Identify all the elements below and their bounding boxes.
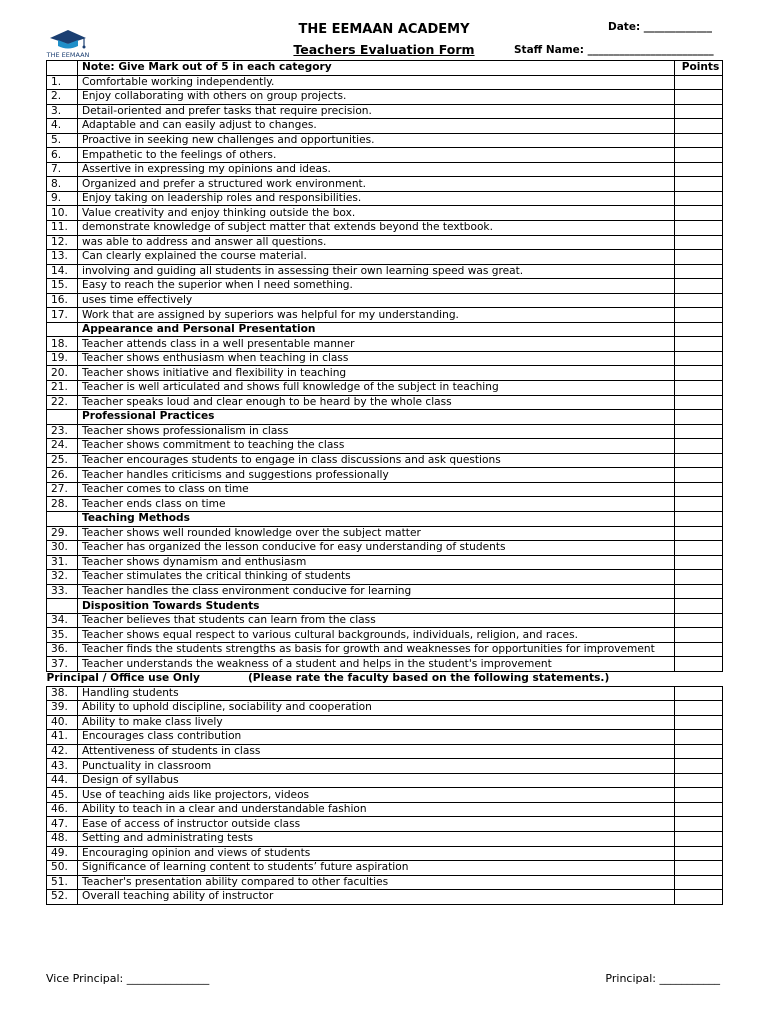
points-cell[interactable] <box>675 788 723 803</box>
table-row <box>47 730 723 745</box>
table-row <box>47 482 723 497</box>
item-number: 9. <box>47 191 78 206</box>
points-cell[interactable] <box>675 730 723 745</box>
item-number: 42. <box>47 744 78 759</box>
item-number: 26. <box>47 468 78 483</box>
item-number: 40. <box>47 715 78 730</box>
item-number: 35. <box>47 628 78 643</box>
item-statement: Teacher has organized the lesson conducive for easy understanding of students <box>78 541 675 556</box>
item-statement: Comfortable working independently. <box>78 75 675 90</box>
table-row <box>47 831 723 846</box>
section-title: Appearance and Personal Presentation <box>78 322 675 337</box>
points-cell[interactable] <box>675 875 723 890</box>
table-row <box>47 584 723 599</box>
table-row <box>47 90 723 105</box>
item-number: 30. <box>47 541 78 556</box>
points-cell[interactable] <box>675 381 723 396</box>
item-statement: Organized and prefer a structured work environment. <box>78 177 675 192</box>
points-cell[interactable] <box>675 250 723 265</box>
item-statement: Assertive in expressing my opinions and ideas. <box>78 162 675 177</box>
points-cell[interactable] <box>675 526 723 541</box>
points-cell[interactable] <box>675 366 723 381</box>
item-statement: Significance of learning content to students’ future aspiration <box>78 861 675 876</box>
item-statement: Design of syllabus <box>78 773 675 788</box>
item-statement: Empathetic to the feelings of others. <box>78 148 675 163</box>
table-row <box>47 686 723 701</box>
table-row <box>47 75 723 90</box>
table-row <box>47 613 723 628</box>
item-number: 31. <box>47 555 78 570</box>
table-row <box>47 570 723 585</box>
item-statement: Adaptable and can easily adjust to changes. <box>78 119 675 134</box>
principal-section-row <box>47 671 723 686</box>
item-statement: Proactive in seeking new challenges and opportunities. <box>78 133 675 148</box>
points-cell[interactable] <box>675 642 723 657</box>
principal-label: Principal / Office use Only <box>46 672 200 685</box>
item-statement: Ease of access of instructor outside class <box>78 817 675 832</box>
table-row <box>47 191 723 206</box>
item-number: 22. <box>47 395 78 410</box>
points-cell[interactable] <box>675 279 723 294</box>
table-row <box>47 250 723 265</box>
points-cell[interactable] <box>675 744 723 759</box>
table-row <box>47 395 723 410</box>
table-row <box>47 308 723 323</box>
item-number: 33. <box>47 584 78 599</box>
points-cell[interactable] <box>675 802 723 817</box>
item-statement: Ability to uphold discipline, sociability and cooperation <box>78 701 675 716</box>
table-row <box>47 802 723 817</box>
item-number: 28. <box>47 497 78 512</box>
table-row <box>47 162 723 177</box>
item-statement: Use of teaching aids like projectors, videos <box>78 788 675 803</box>
table-row <box>47 381 723 396</box>
item-statement: Attentiveness of students in class <box>78 744 675 759</box>
item-statement: Teacher believes that students can learn from the class <box>78 613 675 628</box>
table-row <box>47 351 723 366</box>
item-number: 10. <box>47 206 78 221</box>
table-row <box>47 293 723 308</box>
points-cell[interactable] <box>675 308 723 323</box>
item-number: 4. <box>47 119 78 134</box>
points-cell[interactable] <box>675 657 723 672</box>
table-row <box>47 890 723 905</box>
table-row <box>47 788 723 803</box>
item-statement: Teacher shows well rounded knowledge over the subject matter <box>78 526 675 541</box>
item-number: 50. <box>47 861 78 876</box>
item-number: 41. <box>47 730 78 745</box>
item-number: 52. <box>47 890 78 905</box>
item-number: 21. <box>47 381 78 396</box>
table-header-row <box>47 61 723 76</box>
item-statement: Teacher speaks loud and clear enough to be heard by the whole class <box>78 395 675 410</box>
points-header: Points <box>675 61 723 76</box>
table-row <box>47 497 723 512</box>
points-cell[interactable] <box>675 177 723 192</box>
item-statement: Ability to make class lively <box>78 715 675 730</box>
points-cell[interactable] <box>675 264 723 279</box>
table-row <box>47 279 723 294</box>
table-row <box>47 642 723 657</box>
table-row <box>47 206 723 221</box>
table-row <box>47 439 723 454</box>
item-statement: demonstrate knowledge of subject matter that extends beyond the textbook. <box>78 221 675 236</box>
item-number: 23. <box>47 424 78 439</box>
table-row <box>47 148 723 163</box>
svg-text:THE EEMAAN: THE EEMAAN <box>46 51 90 59</box>
item-number: 45. <box>47 788 78 803</box>
item-statement: Detail-oriented and prefer tasks that require precision. <box>78 104 675 119</box>
item-statement: Teacher shows enthusiasm when teaching in class <box>78 351 675 366</box>
item-statement: Teacher shows equal respect to various cultural backgrounds, individuals, religion, and races. <box>78 628 675 643</box>
points-cell[interactable] <box>675 584 723 599</box>
item-number: 51. <box>47 875 78 890</box>
points-cell[interactable] <box>675 221 723 236</box>
item-number: 49. <box>47 846 78 861</box>
table-row <box>47 817 723 832</box>
item-statement: Teacher is well articulated and shows full knowledge of the subject in teaching <box>78 381 675 396</box>
points-cell[interactable] <box>675 759 723 774</box>
points-cell[interactable] <box>675 773 723 788</box>
note-text: Note: Give Mark out of 5 in each category <box>78 61 675 76</box>
section-header-row <box>47 511 723 526</box>
table-row <box>47 235 723 250</box>
points-cell[interactable] <box>675 191 723 206</box>
points-cell[interactable] <box>675 701 723 716</box>
points-cell[interactable] <box>675 119 723 134</box>
item-statement: Teacher finds the students strengths as basis for growth and weaknesses for opportunities for improvement <box>78 642 675 657</box>
points-cell[interactable] <box>675 541 723 556</box>
item-number: 36. <box>47 642 78 657</box>
points-cell[interactable] <box>675 613 723 628</box>
points-cell[interactable] <box>675 570 723 585</box>
table-row <box>47 861 723 876</box>
item-number: 34. <box>47 613 78 628</box>
points-cell[interactable] <box>675 75 723 90</box>
table-row <box>47 773 723 788</box>
points-cell[interactable] <box>675 686 723 701</box>
item-statement: Teacher handles the class environment conducive for learning <box>78 584 675 599</box>
table-row <box>47 657 723 672</box>
item-statement: was able to address and answer all questions. <box>78 235 675 250</box>
item-statement: Teacher shows dynamism and enthusiasm <box>78 555 675 570</box>
item-statement: uses time effectively <box>78 293 675 308</box>
table-row <box>47 133 723 148</box>
item-number: 18. <box>47 337 78 352</box>
item-statement: Teacher shows commitment to teaching the class <box>78 439 675 454</box>
item-statement: Teacher ends class on time <box>78 497 675 512</box>
item-number: 6. <box>47 148 78 163</box>
table-row <box>47 119 723 134</box>
table-row <box>47 177 723 192</box>
item-number: 15. <box>47 279 78 294</box>
item-statement: Ability to teach in a clear and understandable fashion <box>78 802 675 817</box>
points-cell[interactable] <box>675 395 723 410</box>
section-title: Disposition Towards Students <box>78 599 675 614</box>
date-field[interactable]: Date: _____________ <box>608 21 713 33</box>
item-statement: Work that are assigned by superiors was helpful for my understanding. <box>78 308 675 323</box>
item-number: 2. <box>47 90 78 105</box>
points-cell[interactable] <box>675 206 723 221</box>
item-statement: Teacher stimulates the critical thinking of students <box>78 570 675 585</box>
item-number: 3. <box>47 104 78 119</box>
table-row <box>47 424 723 439</box>
item-statement: Teacher shows initiative and flexibility in teaching <box>78 366 675 381</box>
points-cell[interactable] <box>675 831 723 846</box>
item-statement: Easy to reach the superior when I need something. <box>78 279 675 294</box>
staff-name-field[interactable]: Staff Name: ________________________ <box>514 44 714 56</box>
table-row <box>47 453 723 468</box>
points-cell[interactable] <box>675 482 723 497</box>
item-statement: Encouraging opinion and views of students <box>78 846 675 861</box>
item-number: 11. <box>47 221 78 236</box>
points-cell[interactable] <box>675 817 723 832</box>
table-row <box>47 104 723 119</box>
item-statement: Overall teaching ability of instructor <box>78 890 675 905</box>
item-statement: Value creativity and enjoy thinking outside the box. <box>78 206 675 221</box>
table-row <box>47 759 723 774</box>
section-title: Professional Practices <box>78 410 675 425</box>
section-title: Teaching Methods <box>78 511 675 526</box>
table-row <box>47 628 723 643</box>
item-number: 29. <box>47 526 78 541</box>
points-cell[interactable] <box>675 133 723 148</box>
item-statement: Teacher shows professionalism in class <box>78 424 675 439</box>
points-cell[interactable] <box>675 861 723 876</box>
points-cell[interactable] <box>675 351 723 366</box>
table-row <box>47 468 723 483</box>
item-statement: Enjoy taking on leadership roles and responsibilities. <box>78 191 675 206</box>
points-cell[interactable] <box>675 846 723 861</box>
item-statement: Teacher understands the weakness of a student and helps in the student's improvement <box>78 657 675 672</box>
table-row <box>47 715 723 730</box>
item-statement: Enjoy collaborating with others on group projects. <box>78 90 675 105</box>
principal-note: (Please rate the faculty based on the following statements.) <box>247 672 610 685</box>
table-row <box>47 744 723 759</box>
item-number: 1. <box>47 75 78 90</box>
table-row <box>47 337 723 352</box>
points-cell[interactable] <box>675 293 723 308</box>
school-name: THE EEMAAN ACADEMY <box>298 22 470 37</box>
table-row <box>47 555 723 570</box>
item-number: 24. <box>47 439 78 454</box>
points-cell[interactable] <box>675 235 723 250</box>
table-row <box>47 701 723 716</box>
item-number: 27. <box>47 482 78 497</box>
points-cell[interactable] <box>675 497 723 512</box>
points-cell[interactable] <box>675 890 723 905</box>
item-number: 14. <box>47 264 78 279</box>
table-row <box>47 541 723 556</box>
section-header-row <box>47 322 723 337</box>
item-statement: involving and guiding all students in assessing their own learning speed was great. <box>78 264 675 279</box>
item-statement: Setting and administrating tests <box>78 831 675 846</box>
item-statement: Handling students <box>78 686 675 701</box>
item-statement: Teacher's presentation ability compared to other faculties <box>78 875 675 890</box>
points-cell[interactable] <box>675 628 723 643</box>
item-number: 44. <box>47 773 78 788</box>
item-number: 20. <box>47 366 78 381</box>
table-row <box>47 264 723 279</box>
points-cell[interactable] <box>675 90 723 105</box>
points-cell[interactable] <box>675 162 723 177</box>
points-cell[interactable] <box>675 715 723 730</box>
item-number: 48. <box>47 831 78 846</box>
form-title: Teachers Evaluation Form <box>293 42 475 57</box>
evaluation-table <box>46 60 723 905</box>
item-statement: Punctuality in classroom <box>78 759 675 774</box>
item-statement: Can clearly explained the course material. <box>78 250 675 265</box>
item-statement: Teacher attends class in a well presentable manner <box>78 337 675 352</box>
item-number: 12. <box>47 235 78 250</box>
item-number: 37. <box>47 657 78 672</box>
table-row <box>47 875 723 890</box>
item-number: 7. <box>47 162 78 177</box>
section-header-row <box>47 410 723 425</box>
principal-signature[interactable]: Principal: ___________ <box>605 972 720 985</box>
points-cell[interactable] <box>675 468 723 483</box>
item-number: 25. <box>47 453 78 468</box>
item-number: 43. <box>47 759 78 774</box>
item-statement: Teacher handles criticisms and suggestions professionally <box>78 468 675 483</box>
item-number: 38. <box>47 686 78 701</box>
item-number: 13. <box>47 250 78 265</box>
points-cell[interactable] <box>675 104 723 119</box>
item-statement: Encourages class contribution <box>78 730 675 745</box>
table-row <box>47 221 723 236</box>
item-number: 32. <box>47 570 78 585</box>
section-header-row <box>47 599 723 614</box>
item-number: 47. <box>47 817 78 832</box>
item-number: 19. <box>47 351 78 366</box>
points-cell[interactable] <box>675 337 723 352</box>
item-number: 16. <box>47 293 78 308</box>
item-number: 17. <box>47 308 78 323</box>
points-cell[interactable] <box>675 424 723 439</box>
points-cell[interactable] <box>675 555 723 570</box>
vice-principal-signature[interactable]: Vice Principal: _______________ <box>46 972 210 985</box>
points-cell[interactable] <box>675 453 723 468</box>
item-number: 46. <box>47 802 78 817</box>
item-number: 5. <box>47 133 78 148</box>
table-row <box>47 366 723 381</box>
item-number: 8. <box>47 177 78 192</box>
item-statement: Teacher encourages students to engage in class discussions and ask questions <box>78 453 675 468</box>
table-row <box>47 846 723 861</box>
item-number: 39. <box>47 701 78 716</box>
points-cell[interactable] <box>675 439 723 454</box>
item-statement: Teacher comes to class on time <box>78 482 675 497</box>
points-cell[interactable] <box>675 148 723 163</box>
table-row <box>47 526 723 541</box>
